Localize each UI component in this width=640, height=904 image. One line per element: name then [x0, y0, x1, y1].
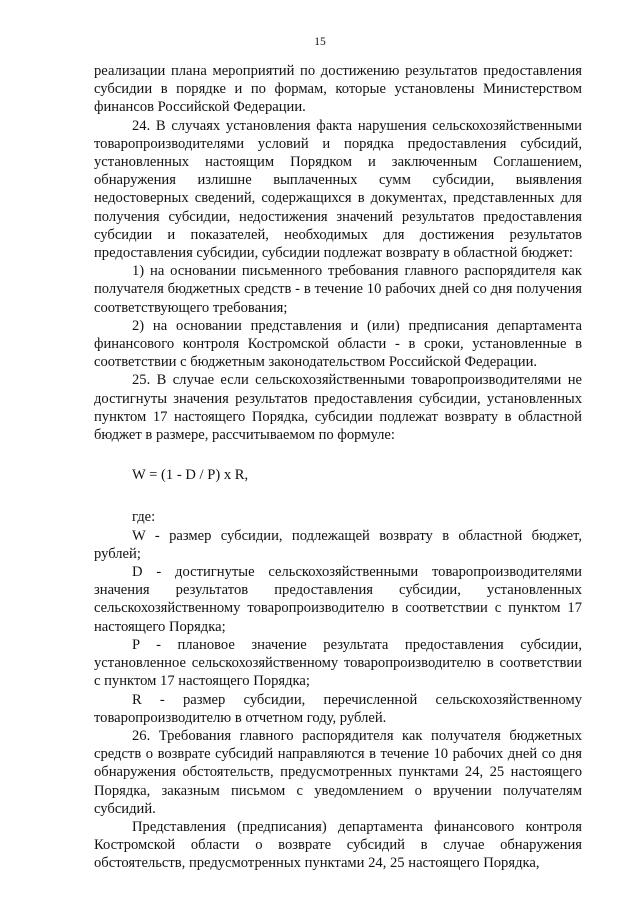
paragraph-24: 24. В случаях установления факта нарушения сельскохозяйственными товаропроизводителями условий и порядка предоставления субсидий, установленных настоящим Порядком и заключенным Соглашением, обнаружения излишне выплаченных сумм субсидии, выявления недостоверных сведений, содержащихся в документах, представленных для получения субсидии, недостижения значений результатов предоставления субсидии и показателей, необходимых для достижения результатов предоставления субсидии, субсидии подлежат возврату в областной бюджет: — [94, 117, 582, 262]
document-body — [94, 62, 582, 873]
definition-w: W - размер субсидии, подлежащей возврату в областной бюджет, рублей; — [94, 527, 582, 562]
formula: W = (1 - D / P) x R, — [132, 467, 249, 484]
paragraph-26: 26. Требования главного распорядителя как получателя бюджетных средств о возврате субсидий направляются в течение 10 рабочих дней со дня обнаружения обстоятельств, предусмотренных пунктами 24, 25 настоящего Порядка, заказным письмом с уведомлением о вручении получателям субсидий. — [94, 727, 582, 817]
page-number: 15 — [314, 36, 326, 48]
where-label: где: — [132, 509, 156, 526]
definition-p: P - плановое значение результата предоставления субсидии, установленное сельскохозяйственному товаропроизводителю в соответствии с пунктом 17 настоящего Порядка; — [94, 636, 582, 690]
paragraph-final: Представления (предписания) департамента финансового контроля Костромской области о возврате субсидий в случае обнаружения обстоятельств, предусмотренных пунктами 24, 25 настоящего Порядка, — [94, 818, 582, 872]
paragraph-25: 25. В случае если сельскохозяйственными товаропроизводителями не достигнуты значения результатов предоставления субсидии, установленных пунктом 17 настоящего Порядка, субсидии подлежат возврату в областной бюджет в размере, рассчитываемом по формуле: — [94, 372, 582, 444]
paragraph-continuation: реализации плана мероприятий по достижению результатов предоставления субсидии в порядке и по формам, которые установлены Министерством финансов Российской Федерации. — [94, 63, 582, 116]
definition-d: D - достигнутые сельскохозяйственными товаропроизводителями значения результатов предоставления субсидии, установленных сельскохозяйственному товаропроизводителю в соответствии с пунктом 17 настоящего Порядка; — [94, 564, 582, 635]
spacer — [94, 444, 582, 466]
paragraph-24-item-2: 2) на основании представления и (или) предписания департамента финансового контроля Костромской области - в сроки, установленные в соответствии с бюджетным законодательством Российской Федерации. — [94, 317, 582, 371]
paragraph-24-item-1: 1) на основании письменного требования главного распорядителя как получателя бюджетных средств - в течение 10 рабочих дней со дня получения соответствующего требования; — [94, 263, 582, 316]
spacer — [94, 484, 582, 508]
definition-r: R - размер субсидии, перечисленной сельскохозяйственному товаропроизводителю в отчетном году, рублей. — [94, 691, 582, 726]
